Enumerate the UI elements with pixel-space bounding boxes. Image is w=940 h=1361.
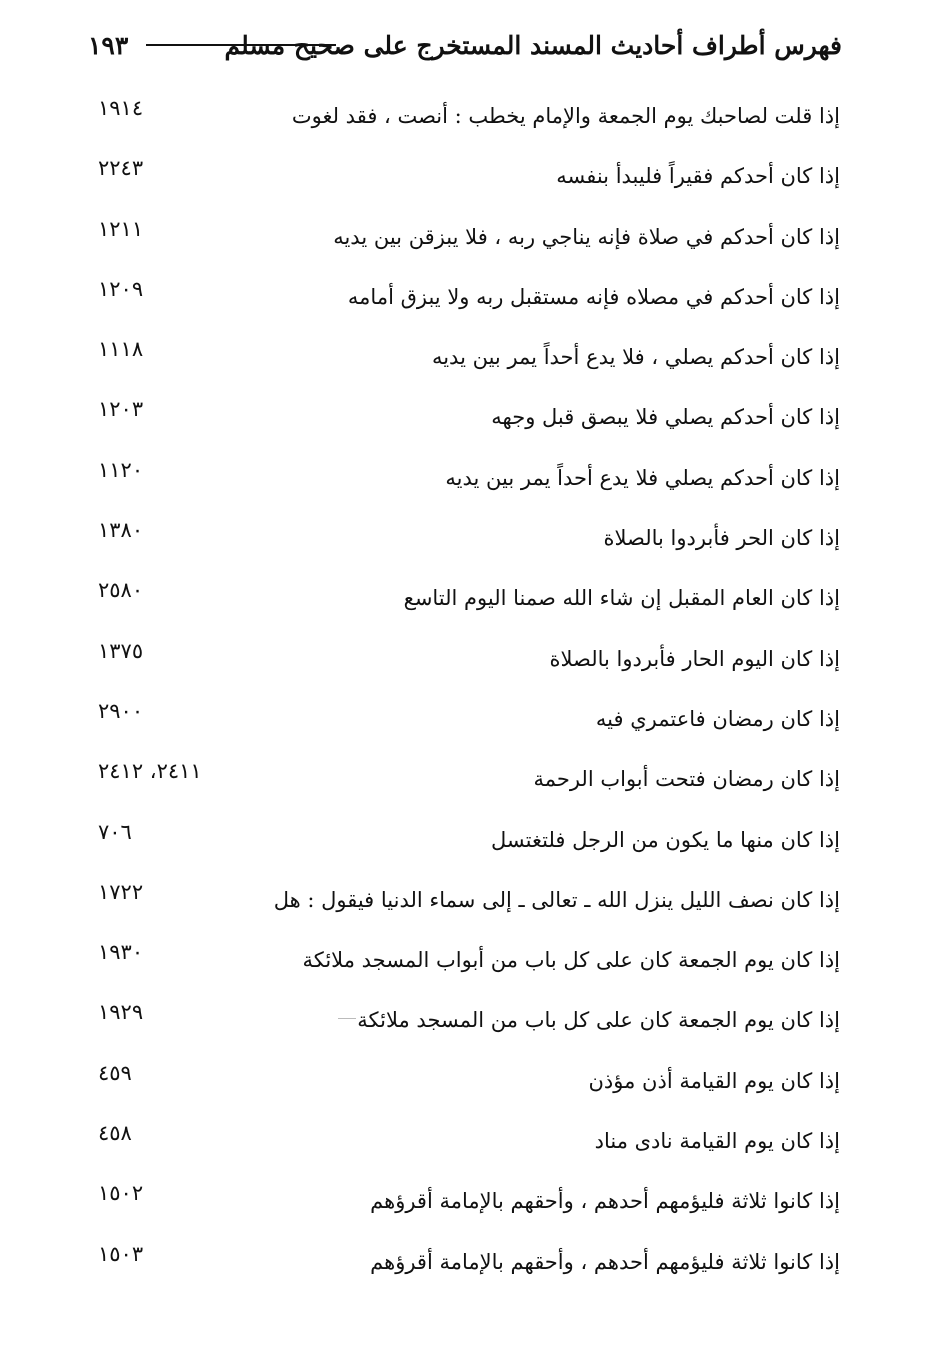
index-entry xyxy=(80,450,842,510)
index-entries xyxy=(80,88,842,1294)
index-entry xyxy=(80,872,842,932)
entry-number: ١٧٢٢ xyxy=(98,879,144,904)
index-entry xyxy=(80,148,842,208)
running-title: فهرس أطراف أحاديث المسند المستخرج على صحيح مسلم xyxy=(224,31,842,60)
header-rule xyxy=(146,44,336,46)
entry-number: ١٢١١ xyxy=(98,216,144,241)
index-entry xyxy=(80,209,842,269)
entry-text: إذا كان رمضان فاعتمري فيه xyxy=(595,706,840,731)
entry-number: ١٩١٤ xyxy=(98,96,144,120)
index-entry xyxy=(80,812,842,872)
entry-text: إذا كان أحدكم في مصلاه فإنه مستقبل ربه ولا يبزق أمامه xyxy=(347,284,840,309)
entry-number: ٧٠٦ xyxy=(98,819,132,844)
page-header xyxy=(80,26,842,66)
entry-number: ٢٩٠٠ xyxy=(98,698,144,723)
index-entry xyxy=(80,1053,842,1113)
entry-text: إذا كان يوم الجمعة كان على كل باب من المسجد ملائكة xyxy=(357,1008,840,1033)
entry-text: إذا كان يوم الجمعة كان على كل باب من أبواب المسجد ملائكة xyxy=(302,948,840,973)
entry-number: ١٢٠٩ xyxy=(98,276,144,301)
entry-text: إذا قلت لصاحبك يوم الجمعة والإمام يخطب : أنصت ، فقد لغوت xyxy=(291,104,840,128)
entry-text: إذا كان أحدكم يصلي ، فلا يدع أحداً يمر بين يديه xyxy=(431,345,840,370)
entry-number: ١٩٣٠ xyxy=(98,940,144,965)
entry-text: إذا كانوا ثلاثة فليؤمهم أحدهم ، وأحقهم بالإمامة أقرؤهم xyxy=(370,1189,840,1214)
index-entry xyxy=(80,269,842,329)
page-number: ١٩٣ xyxy=(88,31,129,60)
entry-text: إذا كان أحدكم في صلاة فإنه يناجي ربه ، فلا يبزقن بين يديه xyxy=(333,224,840,249)
index-entry xyxy=(80,1173,842,1233)
entry-text: إذا كانوا ثلاثة فليؤمهم أحدهم ، وأحقهم بالإمامة أقرؤهم xyxy=(370,1249,840,1274)
index-entry xyxy=(80,992,842,1052)
entry-number: ٢٢٤٣ xyxy=(98,156,144,181)
entry-number: ٤٥٩ xyxy=(98,1060,132,1085)
index-entry xyxy=(80,1234,842,1294)
index-entry xyxy=(80,932,842,992)
index-entry xyxy=(80,631,842,691)
entry-number: ١١١٨ xyxy=(98,337,144,362)
entry-text: إذا كان العام المقبل إن شاء الله صمنا اليوم التاسع xyxy=(403,586,840,611)
entry-number: ٤٥٨ xyxy=(98,1121,132,1146)
entry-text: إذا كان أحدكم يصلي فلا يبصق قبل وجهه xyxy=(491,405,840,430)
index-entry xyxy=(80,751,842,811)
entry-number: ٢٤١١، ٢٤١٢ xyxy=(98,759,202,784)
entry-text: إذا كان يوم القيامة أذن مؤذن xyxy=(588,1068,840,1093)
entry-text: إذا كان رمضان فتحت أبواب الرحمة xyxy=(533,767,840,792)
entry-number: ١٥٠٣ xyxy=(98,1241,144,1266)
entry-text: إذا كان الحر فأبردوا بالصلاة xyxy=(603,526,840,551)
entry-text: إذا كان أحدكم فقيراً فليبدأ بنفسه xyxy=(556,164,840,189)
entry-number: ١١٢٠ xyxy=(98,457,144,482)
entry-number: ١٣٧٥ xyxy=(98,638,144,663)
entry-number: ١٢٠٣ xyxy=(98,397,144,422)
index-entry xyxy=(80,570,842,630)
index-entry xyxy=(80,691,842,751)
index-entry xyxy=(80,88,842,148)
index-entry xyxy=(80,389,842,449)
stray-mark xyxy=(338,1018,356,1019)
entry-number: ٢٥٨٠ xyxy=(98,578,144,603)
entry-number: ١٣٨٠ xyxy=(98,518,144,543)
index-entry xyxy=(80,1113,842,1173)
index-entry xyxy=(80,329,842,389)
entry-number: ١٥٠٢ xyxy=(98,1181,144,1206)
entry-number: ١٩٢٩ xyxy=(98,1000,144,1025)
entry-text: إذا كان نصف الليل ينزل الله ـ تعالى ـ إلى سماء الدنيا فيقول : هل xyxy=(273,887,840,912)
index-entry xyxy=(80,510,842,570)
entry-text: إذا كان أحدكم يصلي فلا يدع أحداً يمر بين يديه xyxy=(445,465,840,490)
entry-text: إذا كان اليوم الحار فأبردوا بالصلاة xyxy=(549,646,840,671)
entry-text: إذا كان يوم القيامة نادى مناد xyxy=(594,1129,840,1154)
entry-text: إذا كان منها ما يكون من الرجل فلتغتسل xyxy=(491,827,840,852)
